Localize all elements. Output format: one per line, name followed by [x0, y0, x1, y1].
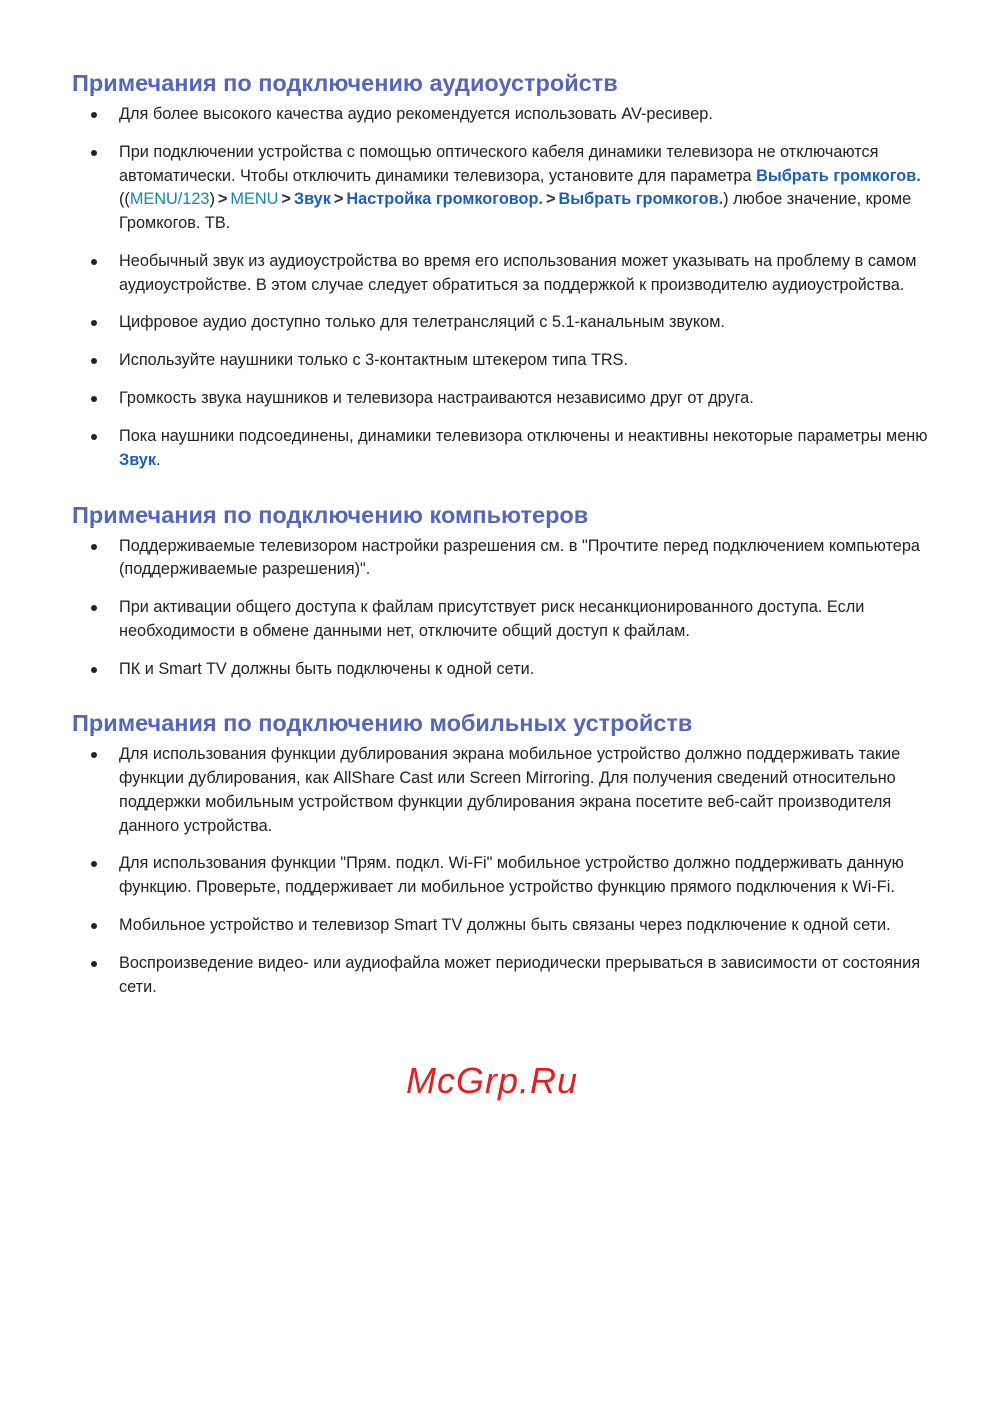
list-item: [72, 852, 952, 899]
bullet-icon: [91, 396, 97, 402]
section-computers: [72, 501, 942, 682]
section-heading: Примечания по подключению аудиоустройств: [72, 70, 618, 96]
menu-link-select-speaker[interactable]: Выбрать громкогов.: [756, 166, 921, 185]
item-text: Громкость звука наушников и телевизора настраиваются независимо друг от друга.: [119, 389, 754, 408]
watermark: McGrp.Ru: [406, 1060, 579, 1102]
bullet-icon: [91, 923, 97, 929]
list-item: [72, 387, 942, 411]
item-text: Мобильное устройство и телевизор Smart TV должны быть связаны через подключение к одной сети.: [119, 916, 891, 935]
list-item: [72, 349, 942, 373]
item-text: ((: [119, 190, 130, 209]
list-item: [72, 425, 942, 472]
item-text: Для использования функции "Прям. подкл. Wi-Fi" мобильное устройство должно поддерживать данную функцию. Проверьте, поддерживает ли мобильное устройство функцию прямого подключения к Wi-Fi.: [119, 854, 904, 897]
bullet-icon: [91, 434, 97, 440]
item-text: Необычный звук из аудиоустройства во время его использования может указывать на проблему в самом аудиоустройстве. В этом случае следует обратиться за поддержкой к производителю аудиоустройства.: [119, 251, 917, 294]
section-mobile: [72, 709, 952, 999]
bullet-list: [72, 103, 942, 473]
bullet-icon: [91, 667, 97, 673]
menu-link-sound[interactable]: Звук: [293, 190, 331, 209]
list-item: [72, 658, 942, 682]
list-item: [72, 535, 942, 582]
item-text: ПК и Smart TV должны быть подключены к одной сети.: [119, 659, 535, 678]
item-text: Для более высокого качества аудио рекомендуется использовать AV-ресивер.: [119, 105, 713, 123]
item-text: Для использования функции дублирования экрана мобильное устройство должно поддерживать такие функции дублирования, как AllShare Cast или Screen Mirroring. Для получения сведений относительно поддержки мобильным устройством функции дублирования экрана посетите веб-сайт производителя данного устройства.: [119, 745, 901, 835]
bullet-icon: [91, 150, 97, 156]
bullet-icon: [91, 112, 97, 118]
list-item: [72, 952, 952, 999]
menu-link-sound[interactable]: Звук: [119, 450, 157, 469]
chevron-right-icon: >: [281, 190, 291, 209]
menu-link-select-speaker[interactable]: Выбрать громкогов.: [558, 190, 724, 209]
item-text: Используйте наушники только с 3-контактным штекером типа TRS.: [119, 351, 629, 370]
item-text: Поддерживаемые телевизором настройки разрешения см. в "Прочтите перед подключением компьютера (поддерживаемые разрешения)".: [119, 536, 920, 579]
item-text: Цифровое аудио доступно только для телетрансляций с 5.1-канальным звуком.: [119, 313, 725, 332]
bullet-icon: [91, 544, 97, 550]
bullet-list: [72, 743, 952, 999]
section-heading: Примечания по подключению компьютеров: [72, 501, 589, 528]
item-text: ) любое значение, кроме Громкогов. ТВ.: [119, 190, 912, 232]
item-text: .: [156, 450, 161, 469]
item-text: ): [209, 190, 215, 209]
menu-key: MENU/123: [129, 190, 210, 209]
menu-link-speaker-settings[interactable]: Настройка громкоговор.: [346, 190, 543, 209]
bullet-icon: [91, 605, 97, 611]
item-text: Воспроизведение видео- или аудиофайла может периодически прерываться в зависимости от состояния сети.: [119, 953, 921, 996]
bullet-icon: [91, 259, 97, 265]
bullet-icon: [91, 861, 97, 867]
item-text: При подключении устройства с помощью оптического кабеля динамики телевизора не отключаются автоматически. Чтобы отключить динамики телевизора, установите для параметра: [119, 142, 879, 185]
bullet-icon: [91, 961, 97, 967]
section-heading: Примечания по подключению мобильных устройств: [72, 710, 693, 737]
bullet-icon: [91, 358, 97, 364]
chevron-right-icon: >: [333, 190, 344, 209]
list-item: [72, 141, 942, 236]
list-item: [72, 250, 942, 297]
list-item: [72, 914, 952, 938]
list-item: [72, 596, 942, 643]
chevron-right-icon: >: [217, 190, 228, 209]
item-text: При активации общего доступа к файлам присутствует риск несанкционированного доступа. Если необходимости в обмене данными нет, отключите общий доступ к файлам.: [119, 598, 865, 640]
list-item: [72, 743, 952, 838]
watermark-area: [406, 1059, 1000, 1103]
chevron-right-icon: >: [545, 190, 556, 209]
section-audio: [72, 69, 942, 473]
bullet-icon: [91, 320, 97, 326]
list-item: [72, 311, 942, 335]
bullet-icon: [91, 752, 97, 758]
bullet-list: [72, 535, 942, 682]
menu-path-menu: MENU: [230, 190, 279, 209]
list-item: [72, 103, 942, 127]
item-text: Пока наушники подсоединены, динамики телевизора отключены и неактивны некоторые параметры меню: [119, 427, 928, 446]
